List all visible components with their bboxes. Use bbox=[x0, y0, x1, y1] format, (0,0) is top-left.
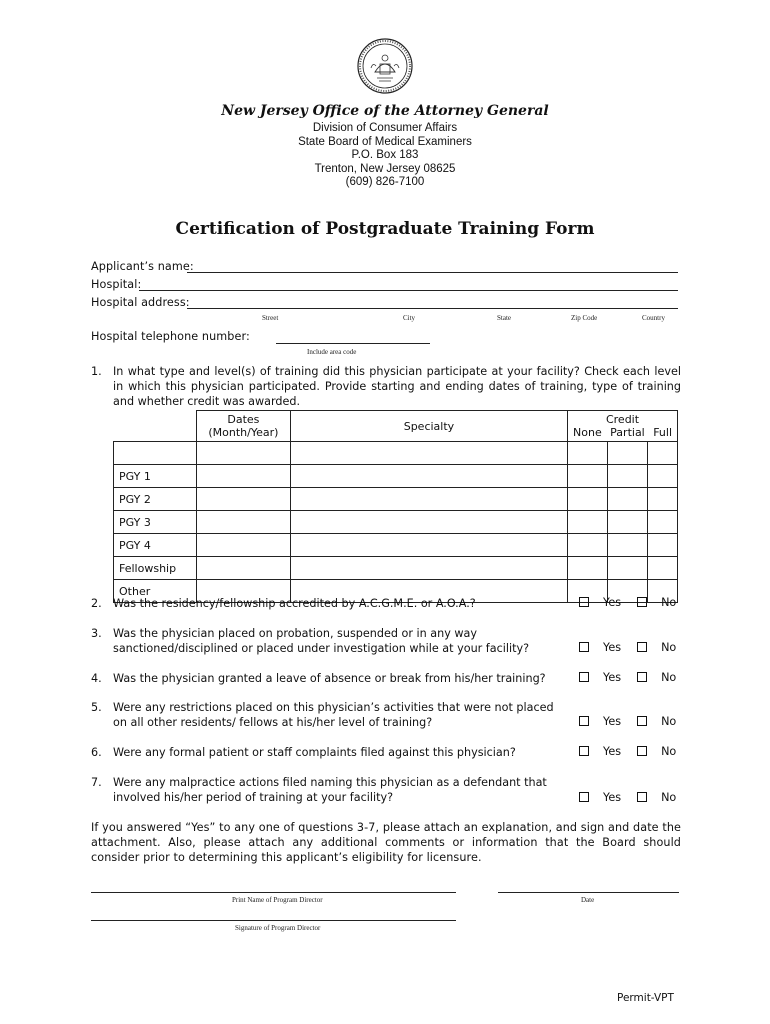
no-label: No bbox=[661, 791, 677, 804]
print-name-caption: Print Name of Program Director bbox=[232, 896, 323, 904]
specialty-cell[interactable] bbox=[290, 511, 567, 534]
question-text: In what type and level(s) of training did this physician participate at your facility? Check each level in which this physician participated. Provide starting and ending dates of training, type of training and whether credit was awarded. bbox=[113, 365, 681, 408]
org-name: New Jersey Office of the Attorney General bbox=[221, 103, 549, 119]
credit-none-cell[interactable] bbox=[568, 534, 608, 557]
answer-group bbox=[579, 745, 676, 758]
table-row bbox=[114, 442, 678, 465]
row-label: Fellowship bbox=[114, 557, 197, 580]
question-number: 6. bbox=[91, 746, 102, 759]
dates-cell[interactable] bbox=[196, 557, 290, 580]
credit-label: Credit bbox=[605, 413, 640, 426]
address-line: Division of Consumer Affairs bbox=[312, 122, 458, 134]
dates-label: Dates bbox=[227, 413, 260, 426]
no-checkbox[interactable] bbox=[637, 597, 647, 607]
yes-checkbox[interactable] bbox=[579, 672, 589, 682]
credit-partial-cell[interactable] bbox=[608, 465, 648, 488]
address-block bbox=[0, 122, 770, 190]
question-number: 1. bbox=[91, 365, 102, 378]
row-label: PGY 4 bbox=[114, 534, 197, 557]
street-caption: Street bbox=[262, 314, 279, 322]
no-checkbox[interactable] bbox=[637, 746, 647, 756]
table-row bbox=[114, 511, 678, 534]
no-label: No bbox=[661, 745, 677, 758]
specialty-cell[interactable] bbox=[290, 557, 567, 580]
credit-full-cell[interactable] bbox=[647, 488, 677, 511]
form-title: Certification of Postgraduate Training Form bbox=[175, 219, 595, 239]
applicant-name-field[interactable] bbox=[187, 272, 678, 273]
credit-partial-label: Partial bbox=[610, 426, 645, 439]
table-header-row bbox=[114, 411, 678, 442]
answer-group bbox=[579, 715, 676, 728]
credit-full-cell[interactable] bbox=[647, 511, 677, 534]
zip-caption: Zip Code bbox=[571, 314, 598, 322]
yes-label: Yes bbox=[603, 596, 622, 609]
date-field[interactable] bbox=[498, 892, 679, 893]
address-line: State Board of Medical Examiners bbox=[298, 135, 472, 148]
blank-header-cell bbox=[114, 411, 197, 442]
specialty-cell[interactable] bbox=[290, 488, 567, 511]
country-caption: Country bbox=[642, 314, 665, 322]
dates-cell[interactable] bbox=[196, 534, 290, 557]
yes-label: Yes bbox=[603, 715, 622, 728]
row-label: PGY 1 bbox=[114, 465, 197, 488]
question-text bbox=[113, 700, 563, 730]
credit-full-label: Full bbox=[653, 426, 672, 439]
question-6 bbox=[91, 745, 571, 760]
credit-partial-cell[interactable] bbox=[608, 557, 648, 580]
table-row bbox=[114, 557, 678, 580]
question-4 bbox=[91, 671, 571, 686]
training-table bbox=[113, 410, 678, 603]
no-checkbox[interactable] bbox=[637, 642, 647, 652]
city-caption: City bbox=[403, 314, 416, 322]
yes-checkbox[interactable] bbox=[579, 642, 589, 652]
credit-none-cell[interactable] bbox=[568, 511, 608, 534]
question-number: 5. bbox=[91, 701, 102, 714]
credit-none-cell[interactable] bbox=[568, 465, 608, 488]
credit-none-cell[interactable] bbox=[568, 488, 608, 511]
answer-group bbox=[579, 641, 676, 654]
credit-full-cell[interactable] bbox=[647, 465, 677, 488]
yes-label: Yes bbox=[603, 791, 622, 804]
address-line: Trenton, New Jersey 08625 bbox=[314, 162, 456, 175]
question-text: Was the residency/fellowship accredited by A.C.G.M.E. or A.O.A.? bbox=[113, 597, 476, 610]
question-number: 4. bbox=[91, 672, 102, 685]
table-row bbox=[114, 488, 678, 511]
yes-checkbox[interactable] bbox=[579, 792, 589, 802]
credit-full-cell[interactable] bbox=[647, 534, 677, 557]
specialty-cell[interactable] bbox=[290, 465, 567, 488]
applicant-name-label: Applicant’s name: bbox=[91, 260, 194, 273]
state-seal-image bbox=[357, 38, 413, 94]
yes-label: Yes bbox=[603, 671, 622, 684]
no-label: No bbox=[661, 715, 677, 728]
question-text-span: Were any restrictions placed on this physician’s activities that were not placed on all other residents/ fellows at his/her level of training? bbox=[113, 701, 554, 729]
table-row bbox=[114, 534, 678, 557]
state-caption: State bbox=[497, 314, 511, 322]
row-label: PGY 3 bbox=[114, 511, 197, 534]
no-label: No bbox=[661, 671, 677, 684]
credit-full-cell[interactable] bbox=[647, 557, 677, 580]
question-text-span: Were any malpractice actions filed naming this physician as a defendant that involved his/her period of training at your facility? bbox=[113, 776, 547, 804]
yes-checkbox[interactable] bbox=[579, 716, 589, 726]
answer-group bbox=[579, 596, 676, 609]
answer-group bbox=[579, 791, 676, 804]
hospital-address-label: Hospital address: bbox=[91, 296, 190, 309]
dates-cell[interactable] bbox=[196, 488, 290, 511]
hospital-field[interactable] bbox=[139, 290, 678, 291]
question-text-span: Was the physician placed on probation, suspended or in any way sanctioned/disciplined or placed under investigation while at your facility? bbox=[113, 627, 530, 655]
answer-group bbox=[579, 671, 676, 684]
dates-sublabel: (Month/Year) bbox=[208, 426, 279, 439]
phone-caption: Include area code bbox=[307, 348, 357, 356]
question-text bbox=[113, 626, 563, 656]
credit-partial-cell[interactable] bbox=[608, 488, 648, 511]
question-text: Was the physician granted a leave of absence or break from his/her training? bbox=[113, 672, 546, 685]
yes-checkbox[interactable] bbox=[579, 597, 589, 607]
dates-header bbox=[196, 411, 290, 442]
credit-partial-cell[interactable] bbox=[608, 534, 648, 557]
address-line: P.O. Box 183 bbox=[351, 149, 419, 161]
credit-header bbox=[568, 411, 678, 442]
credit-none-cell[interactable] bbox=[568, 557, 608, 580]
signature-caption: Signature of Program Director bbox=[235, 924, 321, 932]
hospital-address-field[interactable] bbox=[187, 308, 678, 309]
row-label: Other bbox=[114, 580, 197, 603]
no-label: No bbox=[661, 596, 677, 609]
signature-field[interactable] bbox=[91, 920, 456, 921]
row-label: PGY 2 bbox=[114, 488, 197, 511]
date-caption: Date bbox=[581, 896, 595, 904]
instructions-paragraph: If you answered “Yes” to any one of questions 3-7, please attach an explanation, and sign and date the attachment. Also, please attach any additional comments or information that the Board should consider prior to determining this applicant’s eligibility for licensure. bbox=[91, 821, 681, 864]
question-number: 2. bbox=[91, 597, 102, 610]
no-checkbox[interactable] bbox=[637, 716, 647, 726]
yes-label: Yes bbox=[603, 641, 622, 654]
question-text bbox=[113, 775, 568, 805]
no-label: No bbox=[661, 641, 677, 654]
question-number: 7. bbox=[91, 776, 102, 789]
print-name-field[interactable] bbox=[91, 892, 456, 893]
form-id: Permit-VPT bbox=[617, 992, 674, 1004]
address-line: (609) 826-7100 bbox=[345, 176, 425, 188]
dates-cell[interactable] bbox=[196, 465, 290, 488]
hospital-label: Hospital: bbox=[91, 278, 142, 291]
dates-cell[interactable] bbox=[196, 511, 290, 534]
question-1 bbox=[91, 364, 681, 409]
question-text: Were any formal patient or staff complaints filed against this physician? bbox=[113, 746, 516, 759]
phone-label: Hospital telephone number: bbox=[91, 330, 250, 343]
phone-field[interactable] bbox=[276, 343, 430, 344]
no-checkbox[interactable] bbox=[637, 672, 647, 682]
question-number: 3. bbox=[91, 627, 102, 640]
credit-partial-cell[interactable] bbox=[608, 511, 648, 534]
specialty-header: Specialty bbox=[290, 411, 567, 442]
table-row bbox=[114, 465, 678, 488]
yes-checkbox[interactable] bbox=[579, 746, 589, 756]
credit-none-label: None bbox=[573, 426, 602, 439]
no-checkbox[interactable] bbox=[637, 792, 647, 802]
specialty-cell[interactable] bbox=[290, 534, 567, 557]
yes-label: Yes bbox=[603, 745, 622, 758]
